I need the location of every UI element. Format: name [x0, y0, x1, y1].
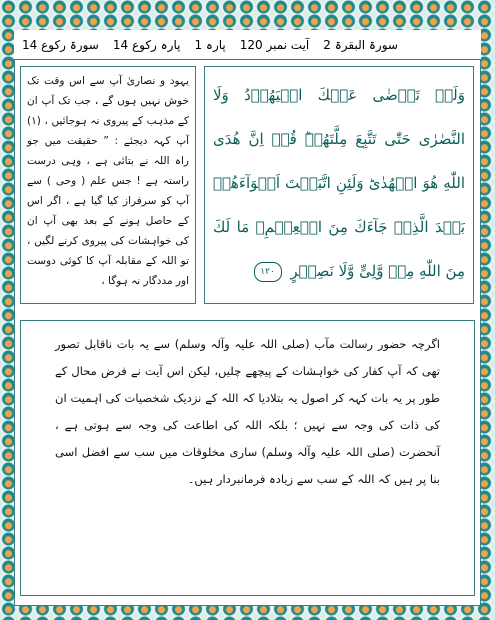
ayat-label: آیت نمبر 120 — [239, 37, 310, 52]
arabic-verse — [204, 66, 474, 304]
surah-ruku-label: سورۃ رکوع 14 — [22, 37, 99, 52]
arabic-verse-text: وَلَنۡ تَرۡضٰى عَنۡكَ الۡيَهُوۡدُ وَلَا النَّصٰرٰى حَتّٰى تَتَّبِعَ مِلَّتَهُمۡ‌ؕ قُلۡ اِنَّ هُدَى اللّٰهِ هُوَ الۡهُدٰى‌ؕ وَلَئِنِ اتَّبَعۡتَ اَهۡوَآءَهُمۡ بَعۡدَ الَّذِىۡ جَآءَكَ مِنَ الۡعِلۡمِ‌ۙ مَا لَكَ مِنَ اللّٰهِ مِنۡ وَّلِىٍّ وَّلَا نَصِيۡرٍ — [213, 86, 465, 280]
surah-label: سورۃ البقرۃ 2 — [323, 37, 398, 52]
urdu-translation: یہود و نصاریٰ آپ سے اس وقت تک خوش نہیں ہوں گے ، جب تک آپ ان کے مذہب کے پیروی نہ ہوجائیں ، (۱) آپ کہہ دیجئے : ” حقیقت میں جو راہ اللہ نے بتائی ہے ، وہی درست راستہ ہے ! جس علم ( وحی ) سے آپ کو سرفراز کیا گیا ہے ، اگر اس کے حاصل ہونے کے بعد بھی آپ ان کی خواہشات کی پیروی کرنے لگیں ، تو اللہ کے مقابلہ آپ کا کوئی دوست اور مددگار نہ ہوگا ، — [20, 66, 196, 304]
ayah-number-marker: ١٢٠ — [254, 262, 282, 282]
para-label: پارہ 1 — [194, 37, 226, 52]
reference-header — [14, 30, 481, 60]
tafsir-commentary: اگرچہ حضور رسالت مآب (صلی اللہ علیہ وآلہ وسلم) سے یہ بات ناقابل تصور تھی کہ آپ کفار کی خواہشات کے پیچھے چلیں، لیکن اس آیت نے فرض محال کے طور پر یہ بات کہہ کر اصول یہ بتلادیا کہ اللہ کے نزدیک شخصیات کی اہمیت ان کی ذات کی وجہ سے نہیں ؛ بلکہ اللہ کی اطاعت کی وجہ سے ہوتی ہے ، آنحضرت (صلی اللہ علیہ وآلہ وسلم) ساری مخلوقات میں سب سے افضل اسی بنا پر ہیں کہ اللہ کے سب سے زیادہ فرمانبردار ہیں۔ — [20, 320, 475, 596]
para-ruku-label: پارہ رکوع 14 — [112, 37, 181, 52]
